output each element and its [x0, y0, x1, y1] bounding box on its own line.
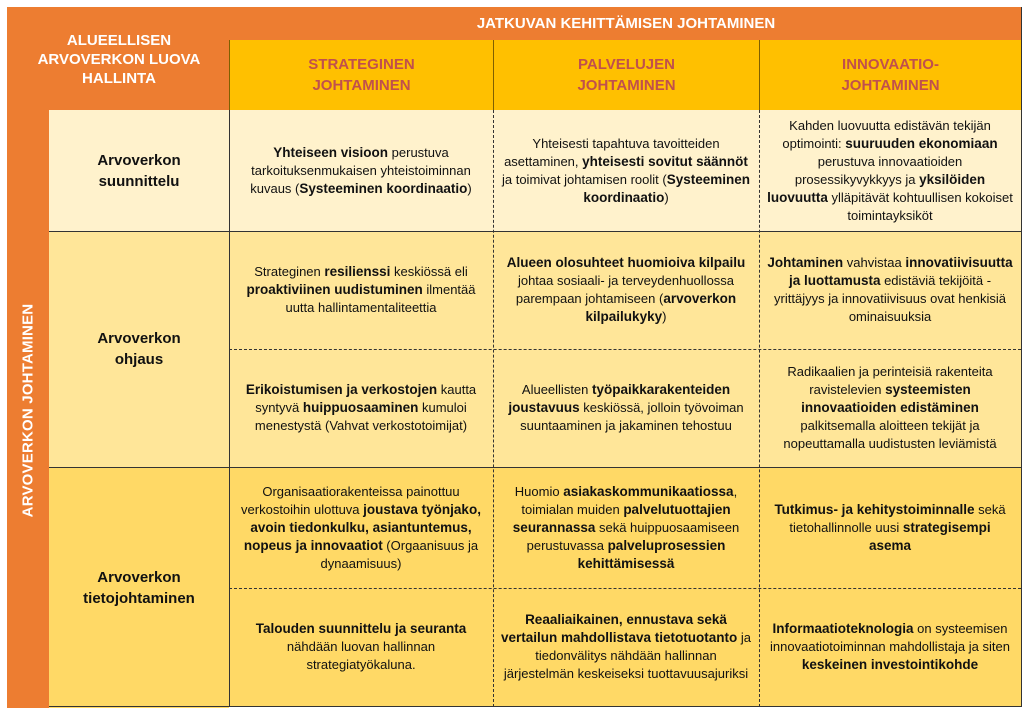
- cell-r2-c3: [759, 231, 1021, 349]
- cell-text: Erikoistumisen ja verkostojen kautta syntyvä huippuosaaminen kumuloi menestystä (Vahvat verkostotoimijat): [245, 382, 477, 433]
- cell-text: Kahden luovuutta edistävän tekijän optimointi: suuruuden ekonomiaan perustuva innovaatioiden prosessikyvykkyys ja yksilöiden luovuutta ylläpitävät kohtuullisen kokoiset toimintayksiköt: [767, 117, 1013, 223]
- grid-line: [49, 706, 1021, 707]
- cell-r4-c2: [493, 467, 759, 588]
- emphasis-text: Informaatioteknologia: [772, 621, 914, 636]
- emphasis-text: suuruuden ekonomiaan: [845, 135, 998, 151]
- emphasis-text: asiakaskommunikaatiossa: [563, 483, 734, 499]
- emphasis-text: työpaikkarakenteiden joustavuus: [508, 382, 731, 415]
- cell-text: Yhteiseen visioon perustuva tarkoituksenmukaisen yhteistoiminnan kuvaus (Systeeminen koordinaatio): [250, 144, 472, 196]
- emphasis-text: joustava työnjako, avoin tiedonkulku, asiantuntemus, nopeus ja innovaatiot: [243, 501, 481, 553]
- cell-text: Yhteisesti tapahtuva tavoitteiden asettaminen, yhteisesti sovitut säännöt ja toimivat johtamisen roolit (Systeeminen koordinaatio): [501, 135, 751, 205]
- cell-r3-c1: [229, 349, 493, 467]
- emphasis-text: Talouden suunnittelu ja seuranta: [255, 621, 467, 636]
- emphasis-text: Systeeminen koordinaatio: [583, 171, 751, 205]
- cell-r5-c1: [229, 588, 493, 706]
- grid-line: [229, 588, 1021, 589]
- grid-line: [229, 110, 230, 707]
- emphasis-text: Tutkimus- ja kehitystoiminnalle: [774, 501, 975, 517]
- grid-line: [49, 467, 1021, 468]
- emphasis-text: innovatiivisuutta ja luottamusta: [788, 255, 1013, 288]
- emphasis-text: yksilöiden luovuutta: [767, 171, 986, 205]
- emphasis-text: Yhteiseen visioon: [273, 144, 389, 160]
- cell-r1-c2: [493, 110, 759, 231]
- emphasis-text: Johtaminen: [767, 255, 844, 270]
- row-header-steering: Arvoverkon ohjaus: [49, 231, 229, 467]
- grid-line: [229, 349, 1021, 350]
- cell-text: Organisaatiorakenteissa painottuu verkostoihin ulottuva joustava työnjako, avoin tiedonkulku, asiantuntemus, nopeus ja innovaatiot (Orgaanisuus ja dynaamisuus): [241, 483, 481, 571]
- emphasis-text: systeemisten innovaatioiden edistäminen: [801, 382, 979, 415]
- emphasis-text: arvoverkon kilpailukyky: [585, 291, 737, 324]
- emphasis-text: resilienssi: [324, 264, 391, 279]
- emphasis-text: Reaaliaikainen, ennustava sekä vertailun mahdollistava tietotuotanto: [501, 612, 738, 645]
- cell-r5-c2: [493, 588, 759, 706]
- cell-r1-c1: [229, 110, 493, 231]
- emphasis-text: proaktiviinen uudistuminen: [246, 282, 423, 297]
- cell-text: Informaatioteknologia on systeemisen innovaatiotoiminnan mahdollistaja ja siten keskeinen investointikohde: [770, 621, 1010, 672]
- emphasis-text: yhteisesti sovitut säännöt: [582, 153, 748, 169]
- cell-r1-c3: [759, 110, 1021, 231]
- corner-header: ALUEELLISEN ARVOVERKON LUOVA HALLINTA: [7, 7, 231, 112]
- cell-r3-c2: [493, 349, 759, 467]
- emphasis-text: strategisempi asema: [868, 519, 991, 553]
- column-header-innovation: INNOVAATIO- JOHTAMINEN: [759, 40, 1021, 110]
- emphasis-text: Systeeminen koordinaatio: [299, 180, 468, 196]
- grid-line: [49, 231, 1021, 232]
- cell-text: Strateginen resilienssi keskiössä eli proaktiviinen uudistuminen ilmentää uutta hallintamentaliteettia: [246, 264, 476, 315]
- cell-text: Alueellisten työpaikkarakenteiden joustavuus keskiössä, jolloin työvoiman suuntaaminen ja jakaminen tehostuu: [508, 382, 744, 433]
- emphasis-text: keskeinen investointikohde: [801, 657, 979, 672]
- cell-text: Huomio asiakaskommunikaatiossa, toimialan muiden palvelutuottajien seurannassa sekä huippuosaamiseen perustuvassa palveluprosessien kehittämisessä: [512, 483, 740, 571]
- top-header: [231, 7, 1021, 40]
- cell-text: Johtaminen vahvistaa innovatiivisuutta ja luottamusta edistäviä tekijöitä - yrittäjyys ja innovatiivisuus ovat henkisiä ominaisuuksia: [767, 255, 1013, 324]
- grid-line: [493, 110, 494, 707]
- cell-text: Tutkimus- ja kehitystoiminnalle sekä tietohallinnolle uusi strategisempi asema: [774, 501, 1006, 553]
- column-header-strategic: STRATEGINEN JOHTAMINEN: [229, 40, 493, 110]
- side-header: [7, 112, 49, 708]
- emphasis-text: huippuosaaminen: [302, 400, 419, 415]
- cell-text: Talouden suunnittelu ja seuranta nähdään luovan hallinnan strategiatyökaluna.: [255, 621, 467, 672]
- cell-r2-c2: [493, 231, 759, 349]
- grid-line: [759, 110, 760, 707]
- cell-text: Radikaalien ja perinteisiä rakenteita ravistelevien systeemisten innovaatioiden edistäminen palkitsemalla aloitteen tekijät ja nopeuttamalla uudistusten leviämistä: [783, 364, 997, 451]
- cell-text: Reaaliaikainen, ennustava sekä vertailun mahdollistava tietotuotanto ja tiedonvälitys nähdään hallinnan järjestelmän keskeiseksi tuottavuusajuriksi: [501, 612, 752, 681]
- emphasis-text: Alueen olosuhteet huomioiva kilpailu: [506, 255, 746, 270]
- cell-text: Alueen olosuhteet huomioiva kilpailu johtaa sosiaali- ja terveydenhuollossa parempaan johtamiseen (arvoverkon kilpailukyky): [506, 255, 746, 324]
- top-header-title: JATKUVAN KEHITTÄMISEN JOHTAMINEN: [476, 15, 776, 32]
- cell-r2-c1: [229, 231, 493, 349]
- grid-line: [1021, 7, 1022, 707]
- emphasis-text: palveluprosessien kehittämisessä: [577, 537, 726, 571]
- cell-r4-c1: [229, 467, 493, 588]
- emphasis-text: Erikoistumisen ja verkostojen: [245, 382, 438, 397]
- cell-r4-c3: [759, 467, 1021, 588]
- side-header-title: ARVOVERKON JOHTAMINEN: [19, 303, 37, 517]
- row-header-planning: Arvoverkon suunnittelu: [49, 110, 229, 231]
- emphasis-text: palvelutuottajien seurannassa: [512, 501, 731, 535]
- column-header-services: PALVELUJEN JOHTAMINEN: [493, 40, 759, 110]
- cell-r3-c3: [759, 349, 1021, 467]
- cell-r5-c3: [759, 588, 1021, 706]
- row-header-knowledge: Arvoverkon tietojohtaminen: [49, 467, 229, 708]
